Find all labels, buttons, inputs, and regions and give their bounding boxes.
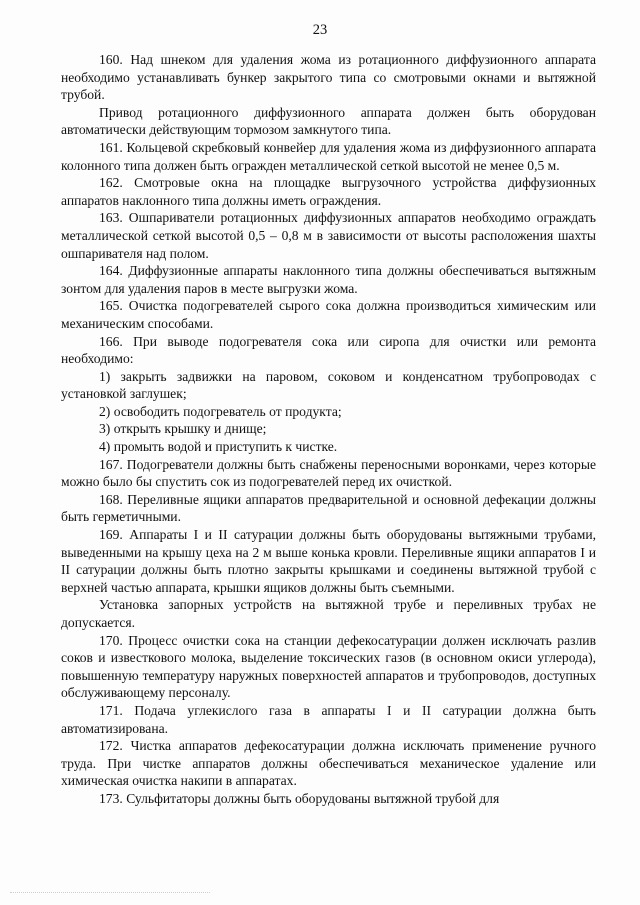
paragraph-167: 167. Подогреватели должны быть снабжены переносными воронками, через которые можно было бы спустить сок из подогревателей перед их очисткой.	[61, 456, 596, 490]
list-item-166-3: 3) открыть крышку и днище;	[99, 421, 267, 437]
paragraph-171: 171. Подача углекислого газа в аппараты I и II сатурации должна быть автоматизирована.	[61, 702, 596, 736]
paragraph-168: 168. Переливные ящики аппаратов предварительной и основной дефекации должны быть герметичными.	[61, 491, 596, 525]
page-number: 23	[312, 22, 328, 38]
paragraph-165: 165. Очистка подогревателей сырого сока должна производиться химическим или механическим способами.	[61, 298, 596, 331]
paragraph-169: 169. Аппараты I и II сатурации должны быть оборудованы вытяжными трубами, выведенными на крышу цеха на 2 м выше конька кровли. Переливные ящики аппаратов I и II сатурации должны быть плотно закрыты крышками и соединены вытяжной трубой с верхней частью аппарата, крышки ящиков должны быть съемными.	[61, 527, 596, 595]
paragraph-161: 161. Кольцевой скребковый конвейер для удаления жома из диффузионного аппарата колонного типа должен быть огражден металлической сеткой высотой не менее 0,5 м.	[61, 139, 596, 173]
paragraph-160: 160. Над шнеком для удаления жома из ротационного диффузионного аппарата необходимо устанавливать бункер закрытого типа со смотровыми окнами и вытяжной трубой.	[61, 52, 596, 103]
paragraph-163: 163. Ошпариватели ротационных диффузионных аппаратов необходимо ограждать металлической сеткой высотой 0,5 – 0,8 м в зависимости от высоты расположения шахты ошпаривателя над полом.	[61, 210, 596, 261]
paragraph-170: 170. Процесс очистки сока на станции дефекосатурации должен исключать разлив соков и известкового молока, выделение токсических газов (в основном окиси углерода), повышенную температуру наружных поверхностей аппаратов и трубопроводов, доступных обслуживающему персоналу.	[61, 632, 596, 701]
paragraph-173: 173. Сульфитаторы должны быть оборудованы вытяжной трубой для	[99, 790, 500, 806]
list-item-166-1: 1) закрыть задвижки на паровом, соковом и конденсатном трубопроводах с установкой заглушек;	[61, 368, 596, 402]
paragraph-169-valves: Установка запорных устройств на вытяжной трубе и переливных трубах не допускается.	[61, 597, 596, 630]
paragraph-160-drive: Привод ротационного диффузионного аппарата должен быть оборудован автоматически действующим тормозом замкнутого типа.	[61, 104, 596, 138]
paragraph-164: 164. Диффузионные аппараты наклонного типа должны обеспечиваться вытяжным зонтом для удаления паров в месте выгрузки жома.	[61, 263, 596, 296]
list-item-166-2: 2) освободить подогреватель от продукта;	[99, 403, 342, 419]
paragraph-162: 162. Смотровые окна на площадке выгрузочного устройства диффузионных аппаратов наклонного типа должны иметь ограждения.	[61, 175, 596, 208]
list-item-166-4: 4) промыть водой и приступить к чистке.	[99, 439, 338, 455]
document-body	[61, 51, 596, 808]
scan-artifact	[10, 890, 210, 893]
paragraph-166: 166. При выводе подогревателя сока или сиропа для очистки или ремонта необходимо:	[61, 333, 596, 367]
paragraph-172: 172. Чистка аппаратов дефекосатурации должна исключать применение ручного труда. При чистке аппаратов должны обеспечиваться механическое удаление или химическая очистка накипи в аппаратах.	[61, 738, 596, 789]
